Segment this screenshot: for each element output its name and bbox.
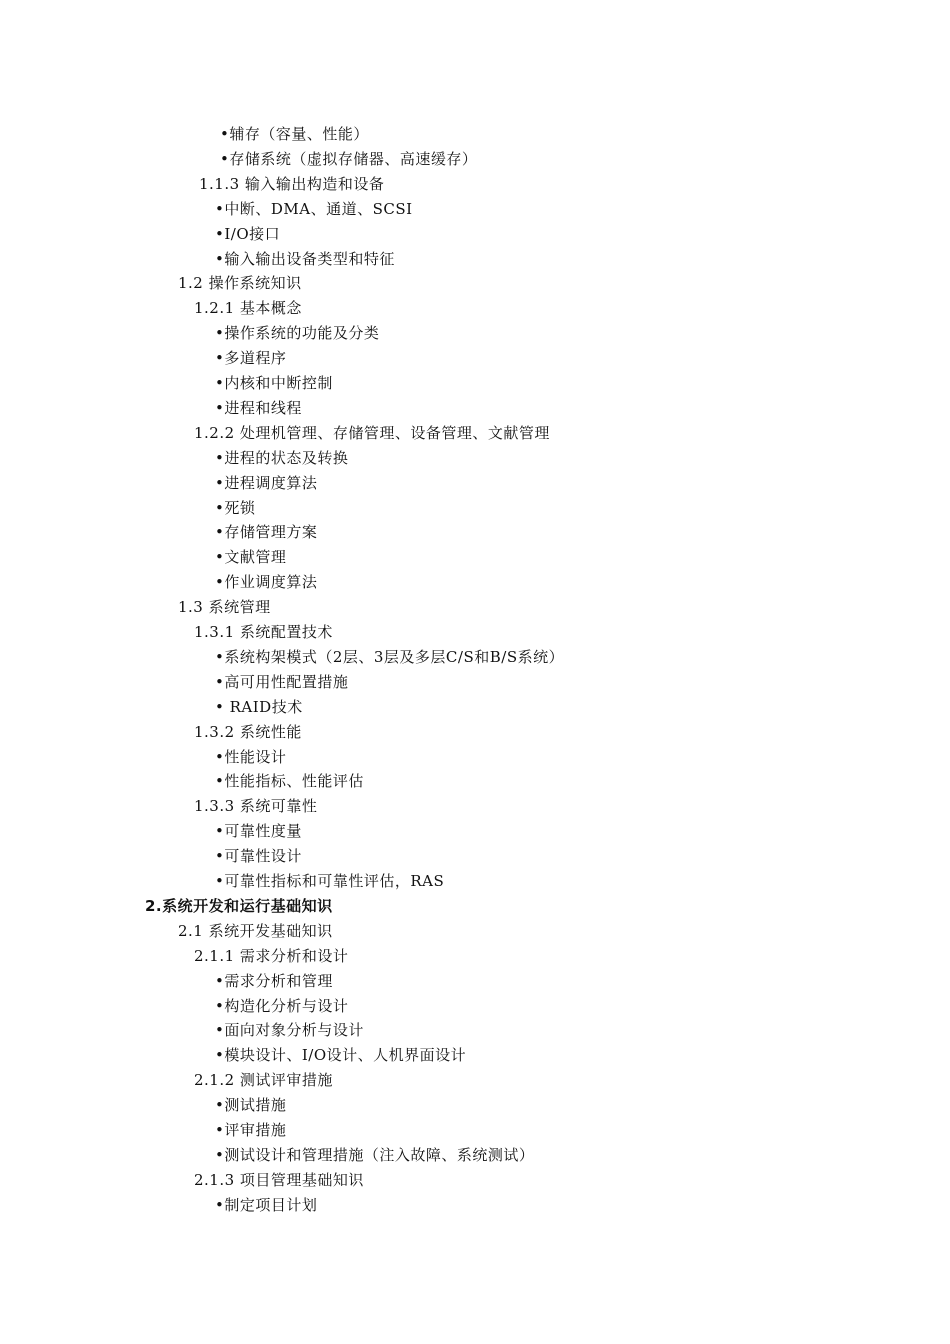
bullet-item: •辅存（容量、性能） [220, 125, 369, 143]
bullet-item: •进程和线程 [215, 399, 302, 417]
section-title: 1.2 操作系统知识 [178, 274, 302, 292]
bullet-item: •测试设计和管理措施（注入故障、系统测试） [215, 1146, 535, 1164]
bullet-item: •模块设计、I/O设计、人机界面设计 [215, 1046, 467, 1064]
bullet-item: •性能指标、性能评估 [215, 772, 364, 790]
section-title: 1.3 系统管理 [178, 598, 271, 616]
bullet-item: •需求分析和管理 [215, 972, 333, 990]
bullet-item: •输入输出设备类型和特征 [215, 250, 395, 268]
bullet-item: • RAID技术 [215, 698, 303, 716]
bullet-item: •可靠性度量 [215, 822, 302, 840]
section-title: 2.1 系统开发基础知识 [178, 922, 333, 940]
bullet-item: •存储管理方案 [215, 523, 318, 541]
subsection-title: 1.3.1 系统配置技术 [194, 623, 333, 641]
bullet-item: •可靠性设计 [215, 847, 302, 865]
subsection-title: 2.1.1 需求分析和设计 [194, 947, 349, 965]
bullet-item: •构造化分析与设计 [215, 997, 349, 1015]
bullet-item: •多道程序 [215, 349, 287, 367]
subsection-title: 1.2.1 基本概念 [194, 299, 302, 317]
bullet-item: •进程的状态及转换 [215, 449, 349, 467]
bullet-item: •系统构架模式（2层、3层及多层C/S和B/S系统） [215, 648, 565, 666]
bullet-item: •文献管理 [215, 548, 287, 566]
bullet-item: •中断、DMA、通道、SCSI [215, 200, 413, 218]
chapter-heading: 2.系统开发和运行基础知识 [145, 897, 333, 915]
bullet-item: •测试措施 [215, 1096, 287, 1114]
subsection-title: 1.2.2 处理机管理、存储管理、设备管理、文献管理 [194, 424, 550, 442]
bullet-item: •死锁 [215, 499, 256, 517]
subsection-title: 1.3.3 系统可靠性 [194, 797, 318, 815]
bullet-item: •存储系统（虚拟存储器、高速缓存） [220, 150, 478, 168]
subsection-title: 2.1.3 项目管理基础知识 [194, 1171, 364, 1189]
bullet-item: •面向对象分析与设计 [215, 1021, 364, 1039]
bullet-item: •操作系统的功能及分类 [215, 324, 380, 342]
bullet-item: •制定项目计划 [215, 1196, 318, 1214]
bullet-item: •性能设计 [215, 748, 287, 766]
bullet-item: •可靠性指标和可靠性评估，RAS [215, 872, 445, 890]
subsection-title: 1.1.3 输入输出构造和设备 [199, 175, 385, 193]
subsection-title: 2.1.2 测试评审措施 [194, 1071, 333, 1089]
bullet-item: •内核和中断控制 [215, 374, 333, 392]
bullet-item: •I/O接口 [215, 225, 281, 243]
bullet-item: •高可用性配置措施 [215, 673, 349, 691]
subsection-title: 1.3.2 系统性能 [194, 723, 302, 741]
bullet-item: •进程调度算法 [215, 474, 318, 492]
bullet-item: •作业调度算法 [215, 573, 318, 591]
bullet-item: •评审措施 [215, 1121, 287, 1139]
